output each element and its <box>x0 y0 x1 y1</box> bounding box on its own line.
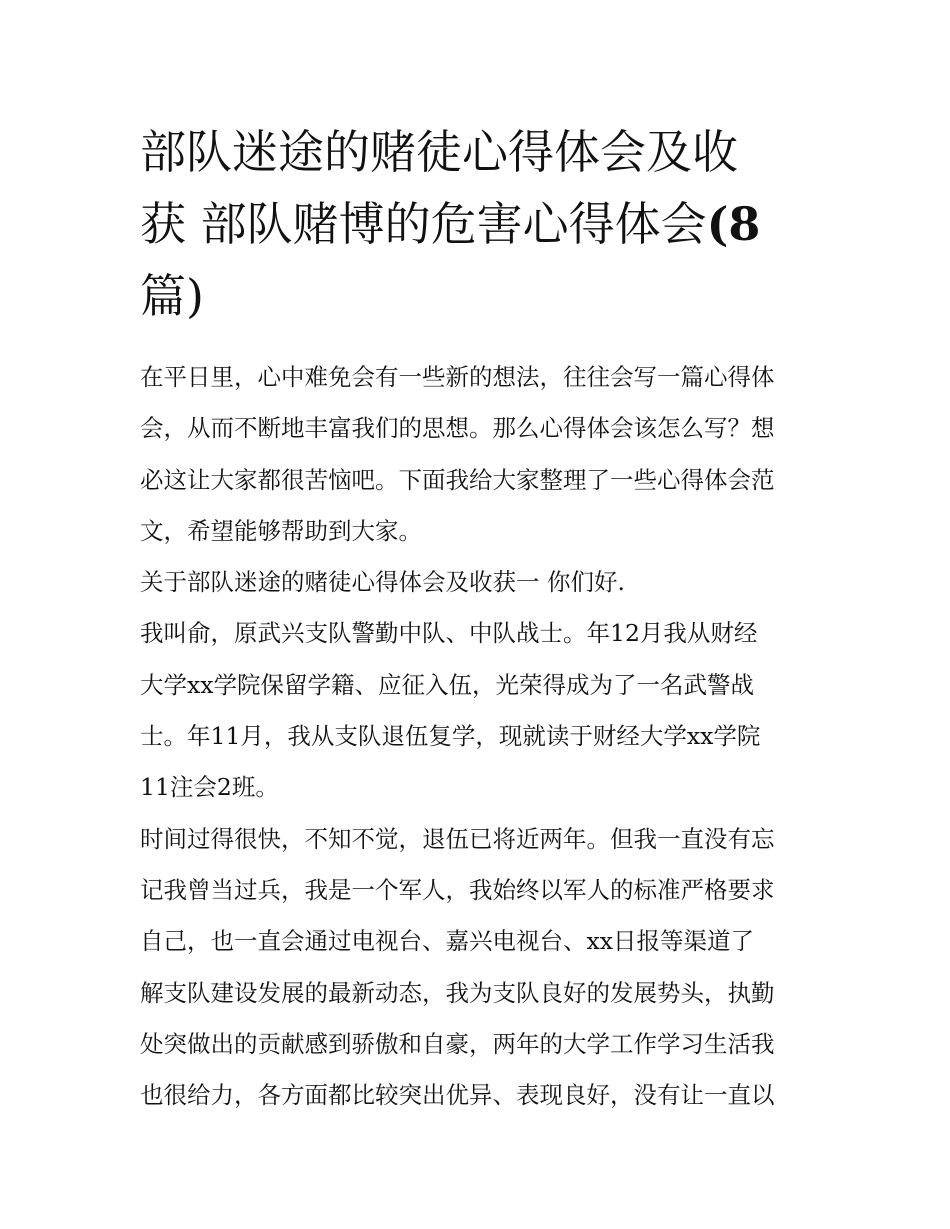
body-line-8: 士。年11月，我从支队退伍复学，现就读于财经大学xx学院 <box>140 722 761 751</box>
body-line-10: 时间过得很快，不知不觉，退伍已将近两年。但我一直没有忘 <box>140 824 775 853</box>
body-line-11: 记我曾当过兵，我是一个军人，我始终以军人的标准严格要求 <box>140 875 775 904</box>
body-line-3: 必这让大家都很苦恼吧。下面我给大家整理了一些心得体会范 <box>140 465 775 494</box>
title-count: (8 <box>706 197 761 251</box>
body-line-2: 会，从而不断地丰富我们的思想。那么心得体会该怎么写？想 <box>140 414 775 443</box>
title-line-2 <box>140 188 820 260</box>
body-line-4: 文，希望能够帮助到大家。 <box>140 516 422 545</box>
body-line-1: 在平日里，心中难免会有一些新的想法，往往会写一篇心得体 <box>140 363 775 391</box>
body-line-9: 11注会2班。 <box>140 773 279 802</box>
body-line-6: 我叫俞，原武兴支队警勤中队、中队战士。年12月我从财经 <box>140 619 758 648</box>
title-line-1: 部队迷途的赌徒心得体会及收 <box>140 125 738 179</box>
body-line-12: 自己，也一直会通过电视台、嘉兴电视台、xx日报等渠道了 <box>140 927 755 956</box>
title-line-3: 篇) <box>140 269 204 323</box>
body-line-7: 大学xx学院保留学籍、应征入伍，光荣得成为了一名武警战 <box>140 670 755 699</box>
document-body <box>140 352 820 1121</box>
body-line-14: 处突做出的贡献感到骄傲和自豪，两年的大学工作学习生活我 <box>140 1029 775 1058</box>
document-title <box>140 116 820 332</box>
body-line-5: 关于部队迷途的赌徒心得体会及收获一 你们好. <box>140 568 625 597</box>
body-line-13: 解支队建设发展的最新动态，我为支队良好的发展势头，执勤 <box>140 978 775 1007</box>
body-line-15: 也很给力，各方面都比较突出优异、表现良好，没有让一直以 <box>140 1081 775 1110</box>
title-line-2-text: 获 部队赌博的危害心得体会 <box>140 197 707 251</box>
